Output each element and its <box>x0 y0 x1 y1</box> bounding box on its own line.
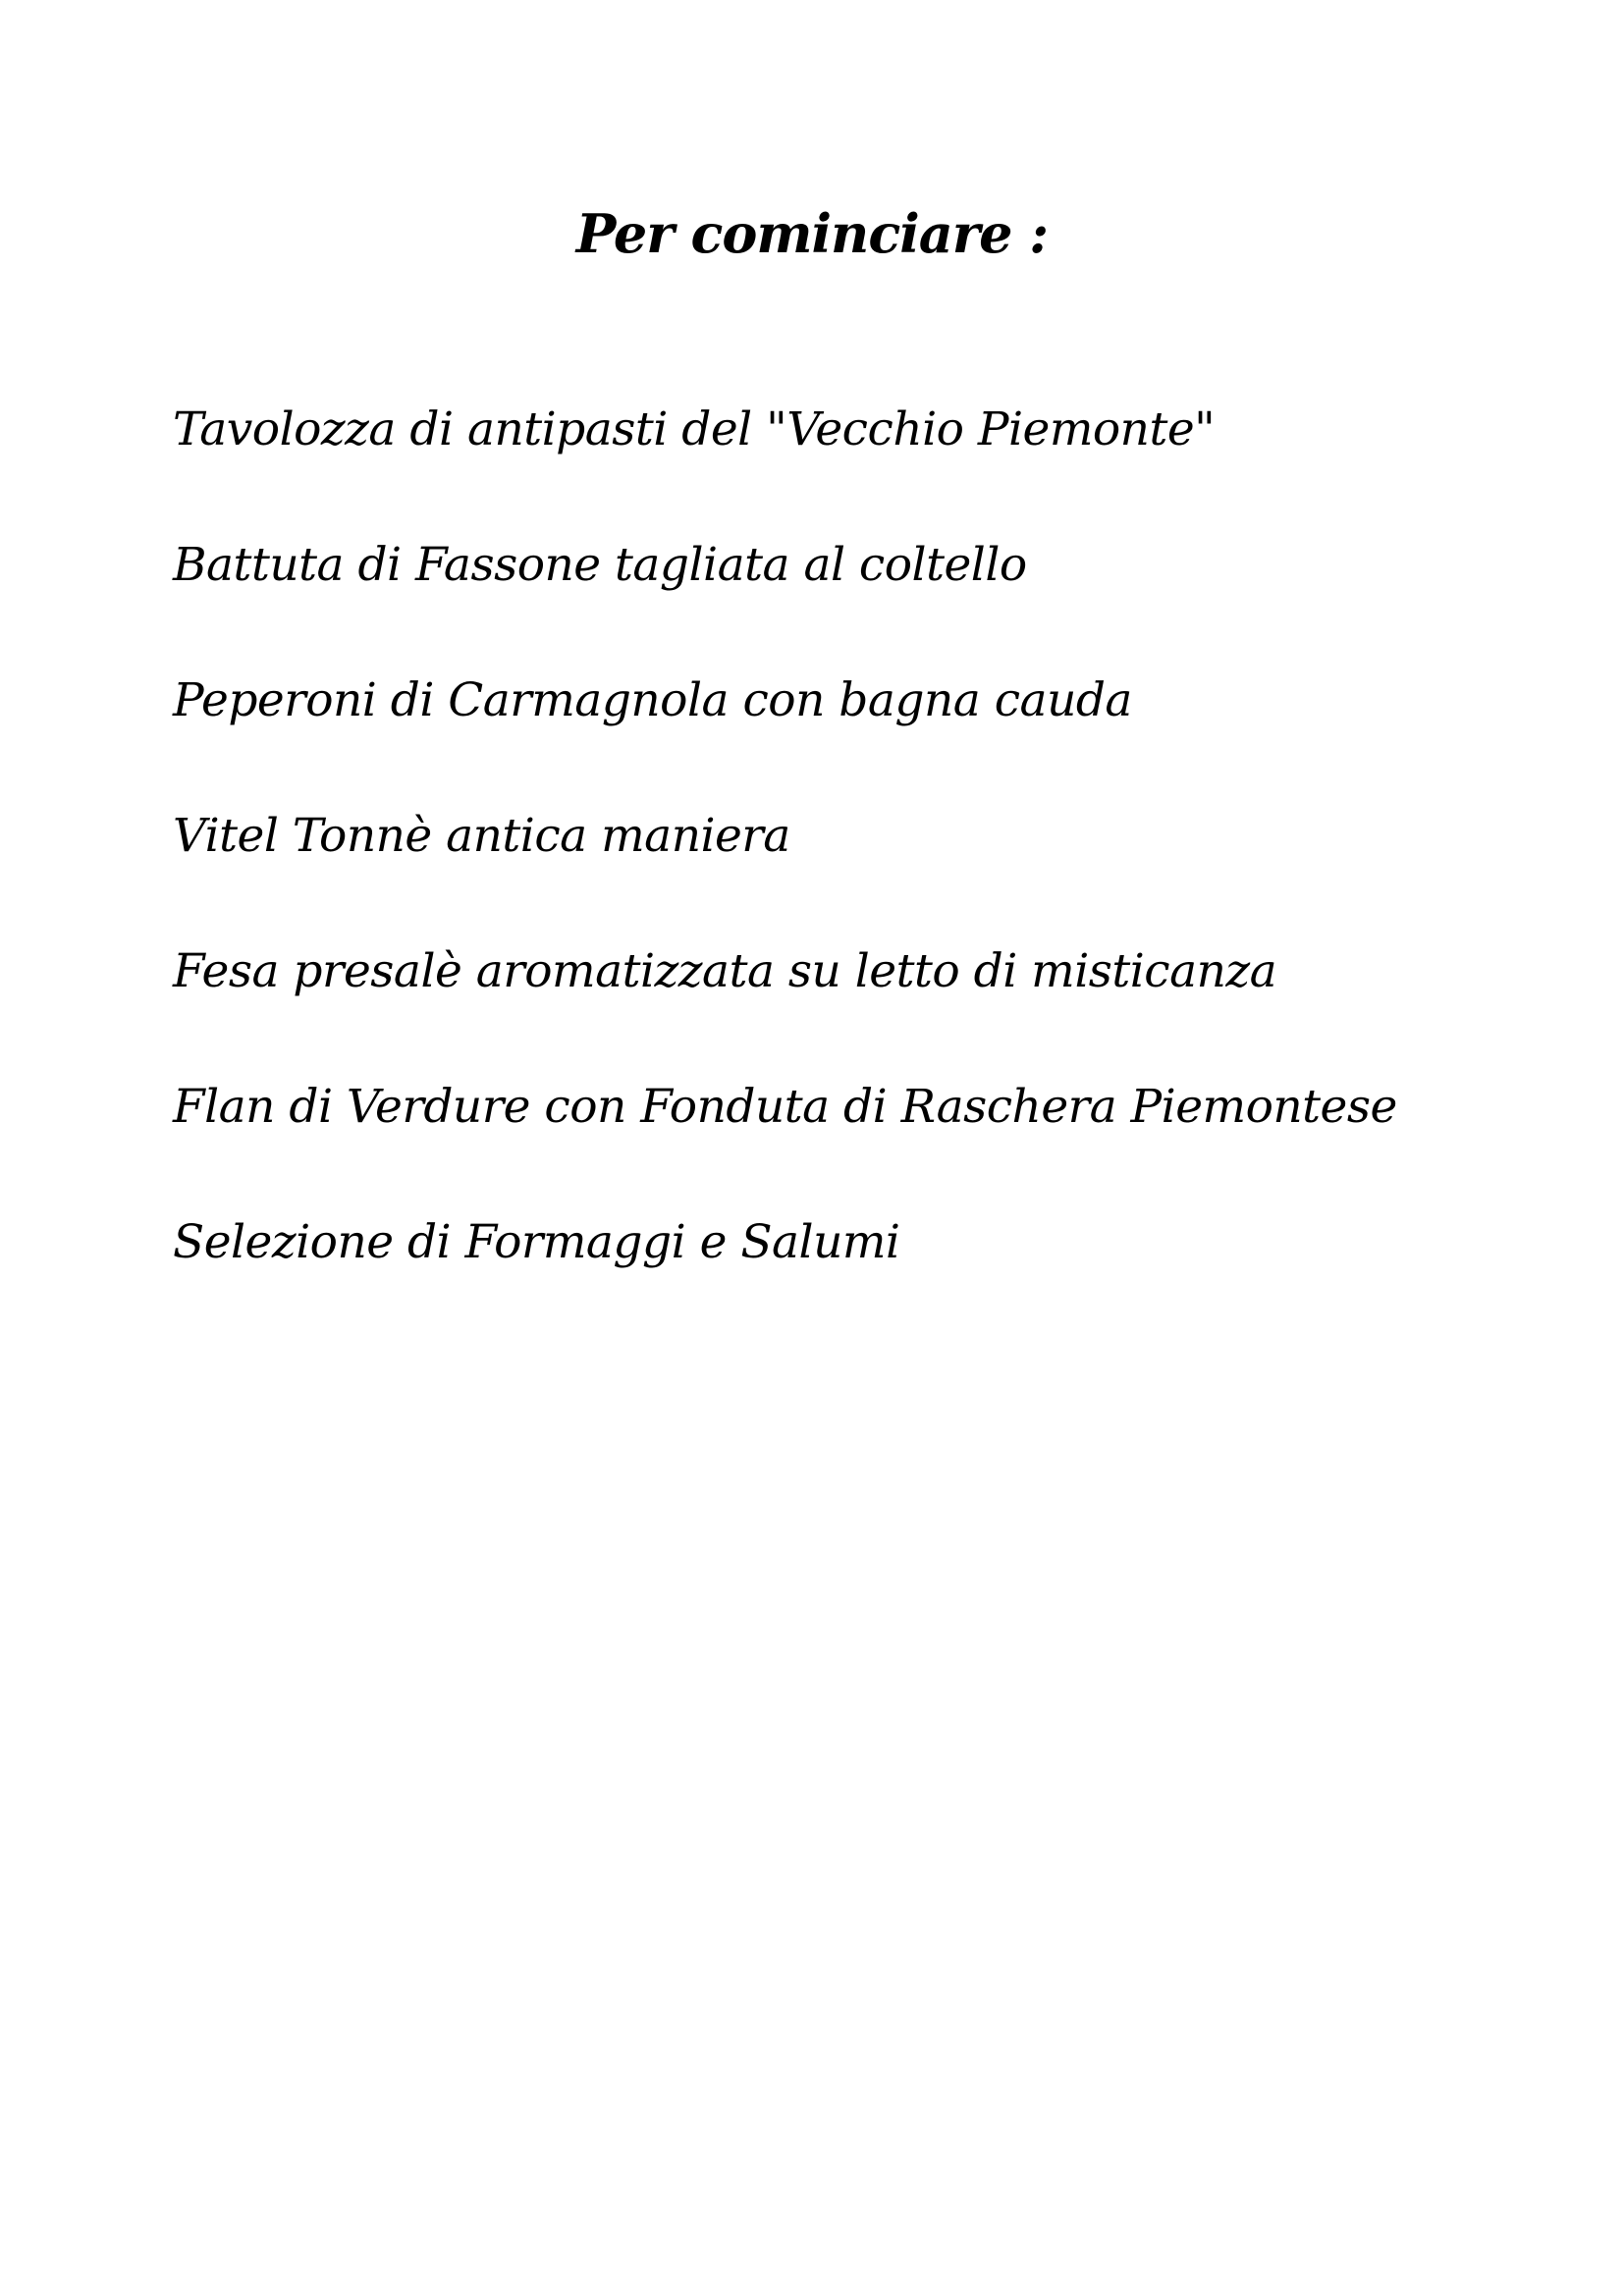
menu-item-antipasti-platter: Tavolozza di antipasti del "Vecchio Piemonte" <box>173 402 1216 456</box>
page-title: Per cominciare : <box>575 202 1049 265</box>
menu-list <box>173 391 1397 1339</box>
menu-item-flan-verdure: Flan di Verdure con Fonduta di Raschera Piemontese <box>173 1080 1397 1134</box>
menu-item-formaggi-salumi: Selezione di Formaggi e Salumi <box>173 1215 900 1269</box>
menu-item-fesa-presale: Fesa presalè aromatizzata su letto di misticanza <box>173 944 1277 998</box>
menu-item-vitel-tonne: Vitel Tonnè antica maniera <box>173 809 790 863</box>
menu-item-battuta-fassone: Battuta di Fassone tagliata al coltello <box>173 538 1027 592</box>
menu-item-peperoni-carmagnola: Peperoni di Carmagnola con bagna cauda <box>173 673 1132 727</box>
